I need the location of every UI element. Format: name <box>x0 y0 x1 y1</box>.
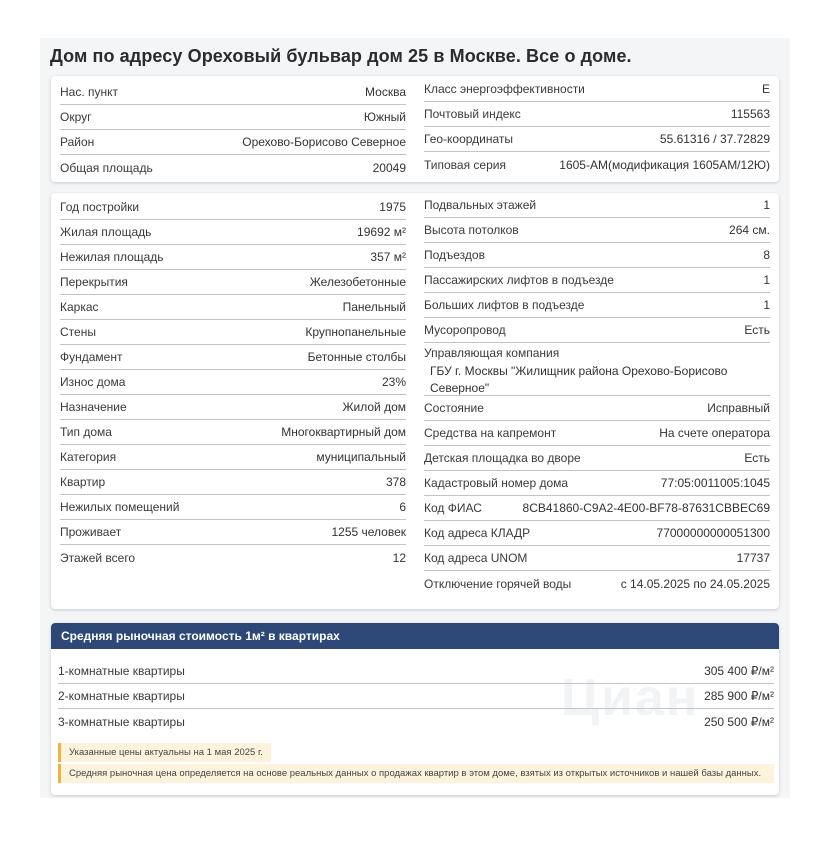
info-row-value: Многоквартирный дом <box>281 425 406 439</box>
notes <box>58 743 774 783</box>
info-row <box>424 152 770 177</box>
note-method: Средняя рыночная цена определяется на основе реальных данных о продажах квартир в этом доме, взятых из открытых источников и нашей базы данных. <box>58 764 774 783</box>
info-row <box>424 127 770 152</box>
info-row-label: Подъездов <box>424 248 485 262</box>
info-row-value: 77:05:0011005:1045 <box>660 476 770 490</box>
info-row-label: Класс энергоэффективности <box>424 82 585 96</box>
info-row <box>424 521 770 546</box>
info-row-label: Округ <box>60 110 92 124</box>
info-row <box>58 684 774 709</box>
info-row-value: 1255 человек <box>331 525 406 539</box>
info-row-value: 250 500 ₽/м² <box>704 714 774 729</box>
info-row-value: Есть <box>744 323 770 337</box>
info-row-value: 305 400 ₽/м² <box>704 664 774 678</box>
info-row-value: 8CB41860-C9A2-4E00-BF78-87631CBBEC69 <box>522 501 770 515</box>
info-row-label: Кадастровый номер дома <box>424 476 569 490</box>
info-row <box>424 546 770 571</box>
info-row-label: Детская площадка во дворе <box>424 451 581 465</box>
info-row-label: Мусоропровод <box>424 323 506 337</box>
prices-card <box>51 623 779 795</box>
info-row-value: Железобетонные <box>309 275 406 289</box>
info-row-value: 23% <box>381 375 406 389</box>
prices-header: Средняя рыночная стоимость 1м² в квартирах <box>51 623 779 649</box>
note-date: Указанные цены актуальны на 1 мая 2025 г. <box>58 743 271 762</box>
info-row-label: Проживает <box>60 525 122 539</box>
info-row-label: Категория <box>60 450 117 464</box>
info-row-value: 285 900 ₽/м² <box>704 689 774 703</box>
info-row-value: 1605-АМ(модификация 1605АМ/12Ю) <box>559 157 770 172</box>
info-row-label: Тип дома <box>60 425 112 439</box>
info-row-label: Фундамент <box>60 350 123 364</box>
info-row-label: Квартир <box>60 475 106 489</box>
info-row-label: Износ дома <box>60 375 126 389</box>
info-row-value: 6 <box>399 500 406 514</box>
info-row-value: 8 <box>763 248 770 262</box>
prices-list <box>58 659 774 734</box>
info-row-value: 12 <box>392 550 406 565</box>
info-row <box>60 470 406 495</box>
building-details-card <box>51 193 779 609</box>
info-row-label: Типовая серия <box>424 157 506 172</box>
info-row <box>424 318 770 343</box>
info-row-value: Жилой дом <box>342 400 406 414</box>
info-row <box>60 130 406 155</box>
info-row-label: Код ФИАС <box>424 501 482 515</box>
info-row <box>424 102 770 127</box>
info-row-value: Орехово-Борисово Северное <box>242 135 406 149</box>
info-row <box>60 445 406 470</box>
info-row <box>60 270 406 295</box>
info-row <box>424 218 770 243</box>
info-row <box>424 496 770 521</box>
info-row <box>60 545 406 570</box>
info-row-label: Почтовый индекс <box>424 107 521 121</box>
info-row-label: Назначение <box>60 400 127 414</box>
info-row-label: Общая площадь <box>60 160 153 175</box>
info-row <box>424 571 770 596</box>
info-row <box>424 471 770 496</box>
address-left-column <box>60 80 406 180</box>
info-row-value: 1 <box>763 298 770 312</box>
watermark: Циан <box>561 669 700 727</box>
info-row-label: Средства на капремонт <box>424 426 557 440</box>
info-row-value: с 14.05.2025 по 24.05.2025 <box>620 576 770 591</box>
info-row-value: 1 <box>763 198 770 212</box>
page-container <box>40 38 790 798</box>
info-row-value: 378 <box>385 475 406 489</box>
info-row <box>60 295 406 320</box>
info-row-label: Гео-координаты <box>424 132 514 146</box>
info-row <box>60 245 406 270</box>
info-row-value: 20049 <box>372 160 406 175</box>
info-row <box>424 396 770 421</box>
info-row-value: 357 м² <box>370 250 406 264</box>
info-row-label: Стены <box>60 325 96 339</box>
info-row <box>60 155 406 180</box>
info-row-value: 264 см. <box>729 223 770 237</box>
building-right-column <box>424 193 770 596</box>
info-row <box>60 105 406 130</box>
info-row-value: Есть <box>744 451 770 465</box>
info-row-value: Южный <box>363 110 406 124</box>
info-row-label: 2-комнатные квартиры <box>58 689 185 703</box>
info-row-label: Подвальных этажей <box>424 198 537 212</box>
info-row-value: На счете оператора <box>659 426 770 440</box>
info-row <box>424 268 770 293</box>
address-card <box>51 76 779 182</box>
info-row-value: 17737 <box>736 551 770 565</box>
info-row-label: Пассажирских лифтов в подъезде <box>424 273 614 287</box>
info-row-label: Нас. пункт <box>60 85 119 99</box>
info-row <box>424 446 770 471</box>
info-row-value: Исправный <box>707 401 770 415</box>
info-row <box>424 193 770 218</box>
info-row <box>60 320 406 345</box>
info-row-value: 77000000000051300 <box>656 526 770 540</box>
info-row <box>60 520 406 545</box>
info-row-value: Крупнопанельные <box>305 325 406 339</box>
info-row-label: Высота потолков <box>424 223 519 237</box>
info-row <box>424 293 770 318</box>
info-row-label: Больших лифтов в подъезде <box>424 298 585 312</box>
info-row <box>60 495 406 520</box>
info-row-label: Год постройки <box>60 200 140 214</box>
info-row <box>424 77 770 102</box>
info-row-value: 1 <box>763 273 770 287</box>
info-row-value: Панельный <box>342 300 406 314</box>
info-row-label: Перекрытия <box>60 275 128 289</box>
info-row-label: Жилая площадь <box>60 225 152 239</box>
info-row <box>60 345 406 370</box>
info-row-label: 1-комнатные квартиры <box>58 664 185 678</box>
info-row <box>60 195 406 220</box>
info-row <box>60 370 406 395</box>
info-row-value: 1975 <box>379 200 406 214</box>
info-row-value: муниципальный <box>316 450 406 464</box>
info-row-label: Код адреса UNOM <box>424 551 528 565</box>
info-row <box>60 395 406 420</box>
info-row <box>60 80 406 105</box>
info-row <box>58 709 774 734</box>
info-row <box>58 659 774 684</box>
page-title: Дом по адресу Ореховый бульвар дом 25 в Москве. Все о доме. <box>50 46 632 66</box>
info-row <box>424 421 770 446</box>
info-row-label: Управляющая компания <box>424 346 560 360</box>
info-row-label: Район <box>60 135 95 149</box>
info-row <box>424 243 770 268</box>
info-row <box>424 343 770 396</box>
info-row-value: E <box>761 82 770 96</box>
info-row-label: Код адреса КЛАДР <box>424 526 531 540</box>
info-row <box>60 220 406 245</box>
info-row-label: Состояние <box>424 401 484 415</box>
info-row-value: Бетонные столбы <box>307 350 406 364</box>
info-row-value: Москва <box>365 85 406 99</box>
info-row-label: 3-комнатные квартиры <box>58 714 185 729</box>
info-row-label: Каркас <box>60 300 99 314</box>
info-row-value: 55.61316 / 37.72829 <box>659 132 770 146</box>
info-row-label: Нежилая площадь <box>60 250 164 264</box>
building-left-column <box>60 195 406 570</box>
info-row-value: ГБУ г. Москвы "Жилищник района Орехово-Борисово Северное" <box>430 364 728 395</box>
info-row-value: 115563 <box>730 107 770 121</box>
info-row-label: Этажей всего <box>60 550 136 565</box>
info-row <box>60 420 406 445</box>
info-row-value: 19692 м² <box>357 225 406 239</box>
info-row-label: Отключение горячей воды <box>424 576 572 591</box>
address-right-column <box>424 77 770 177</box>
info-row-label: Нежилых помещений <box>60 500 180 514</box>
